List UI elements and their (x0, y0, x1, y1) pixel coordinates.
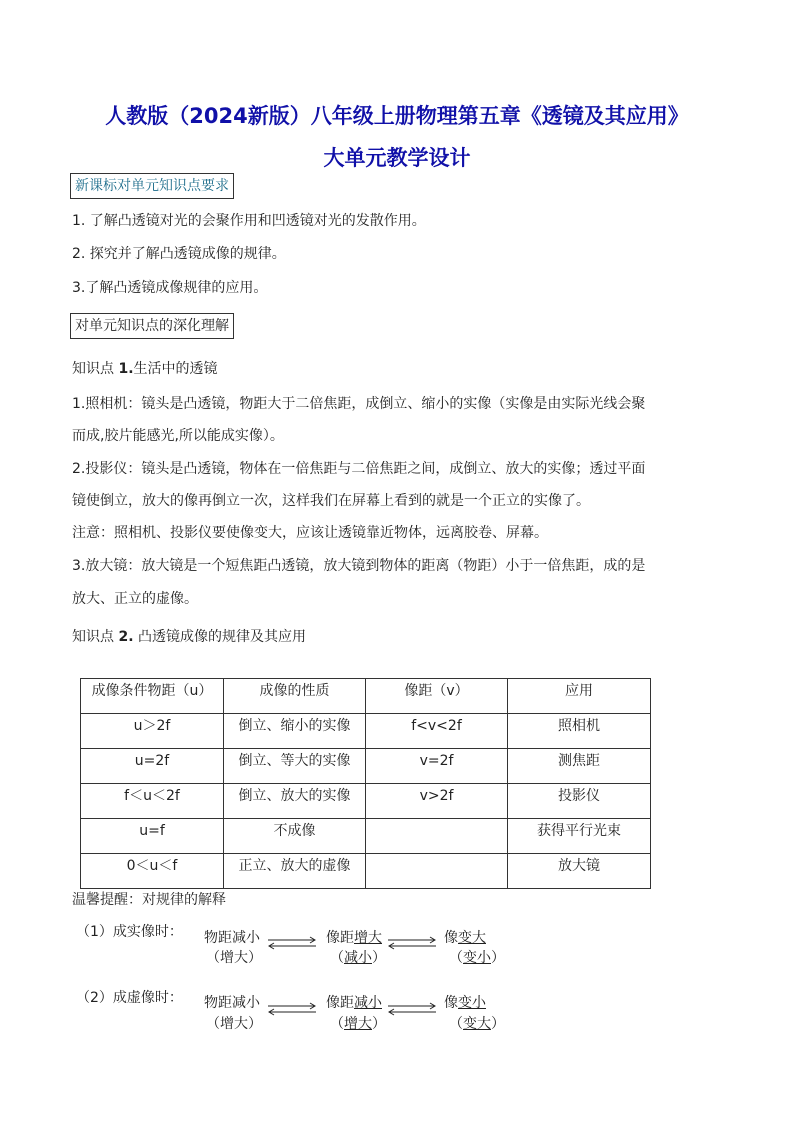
virtual-b-bot-underlined: 增大 (344, 1016, 372, 1032)
table-header-cell: 成像条件物距（u） (81, 679, 224, 714)
virtual-c-bot-post: ） (491, 1016, 505, 1032)
virtual-image-size-top (444, 994, 486, 1012)
table-header-cell: 应用 (508, 679, 651, 714)
real-c-bot-pre: （ (449, 950, 463, 966)
table-row (81, 819, 651, 854)
requirement-item: 2. 探究并了解凸透镜成像的规律。 (72, 246, 286, 262)
real-b-bot-post: ） (372, 950, 386, 966)
real-image-distance-top (326, 929, 382, 947)
table-cell (366, 854, 508, 889)
real-b-bot-pre: （ (330, 950, 344, 966)
real-c-pre: 像 (444, 930, 458, 946)
table-cell: f＜u＜2f (81, 784, 224, 819)
table-cell: 0＜u＜f (81, 854, 224, 889)
table-row (81, 854, 651, 889)
knowledge-point-2-heading (72, 627, 306, 647)
table-cell: 正立、放大的虚像 (224, 854, 366, 889)
real-b-bot-underlined: 减小 (344, 950, 372, 966)
table-cell: 倒立、放大的实像 (224, 784, 366, 819)
table-row (81, 714, 651, 749)
kp1-line: 注意：照相机、投影仪要使像变大，应该让透镜靠近物体，远离胶卷、屏幕。 (72, 525, 548, 541)
table-cell: 投影仪 (508, 784, 651, 819)
virtual-c-underlined: 变小 (458, 995, 486, 1011)
virtual-b-bot-post: ） (372, 1016, 386, 1032)
real-image-distance-bottom (330, 949, 386, 967)
kp1-line: 2.投影仪：镜头是凸透镜，物体在一倍焦距与二倍焦距之间，成倒立、放大的实像；透过平面 (72, 461, 646, 477)
table-cell: 照相机 (508, 714, 651, 749)
table-row (81, 749, 651, 784)
table-row (81, 784, 651, 819)
kp2-text: 凸透镜成像的规律及其应用 (133, 629, 306, 645)
table-cell: 放大镜 (508, 854, 651, 889)
real-c-bot-post: ） (491, 950, 505, 966)
table-cell: v=2f (366, 749, 508, 784)
virtual-image-distance-bottom (330, 1015, 386, 1033)
table-header-cell: 像距（v） (366, 679, 508, 714)
table-cell: 不成像 (224, 819, 366, 854)
table-cell: f<v<2f (366, 714, 508, 749)
kp1-number: 1. (118, 361, 134, 377)
virtual-c-bot-pre: （ (449, 1016, 463, 1032)
real-arrows-2-icon (386, 936, 438, 950)
virtual-c-pre: 像 (444, 995, 458, 1011)
kp2-prefix: 知识点 (72, 629, 119, 645)
virtual-object-distance-bottom: （增大） (206, 1016, 262, 1032)
kp1-prefix: 知识点 (72, 361, 119, 377)
table-cell: 测焦距 (508, 749, 651, 784)
table-cell: u=f (81, 819, 224, 854)
real-object-distance-bottom: （增大） (206, 950, 262, 966)
kp1-line: 镜使倒立，放大的像再倒立一次，这样我们在屏幕上看到的就是一个正立的实像了。 (72, 493, 590, 509)
table-cell: v>2f (366, 784, 508, 819)
document-title-line2: 大单元教学设计 (323, 146, 471, 170)
imaging-rules-table (80, 678, 651, 889)
kp1-line: 而成,胶片能感光,所以能成实像）。 (72, 428, 284, 444)
section-heading-understanding: 对单元知识点的深化理解 (70, 313, 234, 339)
table-cell: 倒立、缩小的实像 (224, 714, 366, 749)
kp1-text: 生活中的透镜 (133, 361, 218, 377)
virtual-b-underlined: 减小 (354, 995, 382, 1011)
table-cell: 倒立、等大的实像 (224, 749, 366, 784)
kp1-line: 1.照相机：镜头是凸透镜，物距大于二倍焦距，成倒立、缩小的实像（实像是由实际光线会聚 (72, 396, 646, 412)
real-c-underlined: 变大 (458, 930, 486, 946)
real-image-size-bottom (449, 949, 505, 967)
virtual-arrows-1-icon (266, 1002, 318, 1016)
table-cell: u=2f (81, 749, 224, 784)
virtual-arrows-2-icon (386, 1002, 438, 1016)
virtual-image-label: （2）成虚像时： (76, 990, 183, 1006)
tip-heading: 温馨提醒：对规律的解释 (72, 892, 226, 908)
kp1-line: 放大、正立的虚像。 (72, 591, 198, 607)
knowledge-point-1-heading (72, 359, 218, 379)
kp2-number: 2. (118, 629, 134, 645)
real-image-size-top (444, 929, 486, 947)
real-image-label: （1）成实像时： (76, 924, 183, 940)
real-b-pre: 像距 (326, 930, 354, 946)
real-c-bot-underlined: 变小 (463, 950, 491, 966)
real-b-underlined: 增大 (354, 930, 382, 946)
requirement-item: 3.了解凸透镜成像规律的应用。 (72, 280, 268, 296)
kp1-line: 3.放大镜：放大镜是一个短焦距凸透镜，放大镜到物体的距离（物距）小于一倍焦距，成的是 (72, 558, 646, 574)
document-title-line1: 人教版（2024新版）八年级上册物理第五章《透镜及其应用》 (105, 104, 689, 128)
table-header-row (81, 679, 651, 714)
real-object-distance-top: 物距减小 (204, 930, 260, 946)
table-header-cell: 成像的性质 (224, 679, 366, 714)
virtual-image-distance-top (326, 994, 382, 1012)
table-cell (366, 819, 508, 854)
virtual-b-pre: 像距 (326, 995, 354, 1011)
requirement-item: 1. 了解凸透镜对光的会聚作用和凹透镜对光的发散作用。 (72, 213, 426, 229)
real-arrows-1-icon (266, 936, 318, 950)
table-cell: u＞2f (81, 714, 224, 749)
virtual-c-bot-underlined: 变大 (463, 1016, 491, 1032)
virtual-b-bot-pre: （ (330, 1016, 344, 1032)
virtual-image-size-bottom (449, 1015, 505, 1033)
virtual-object-distance-top: 物距减小 (204, 995, 260, 1011)
table-cell: 获得平行光束 (508, 819, 651, 854)
section-heading-requirements: 新课标对单元知识点要求 (70, 173, 234, 199)
